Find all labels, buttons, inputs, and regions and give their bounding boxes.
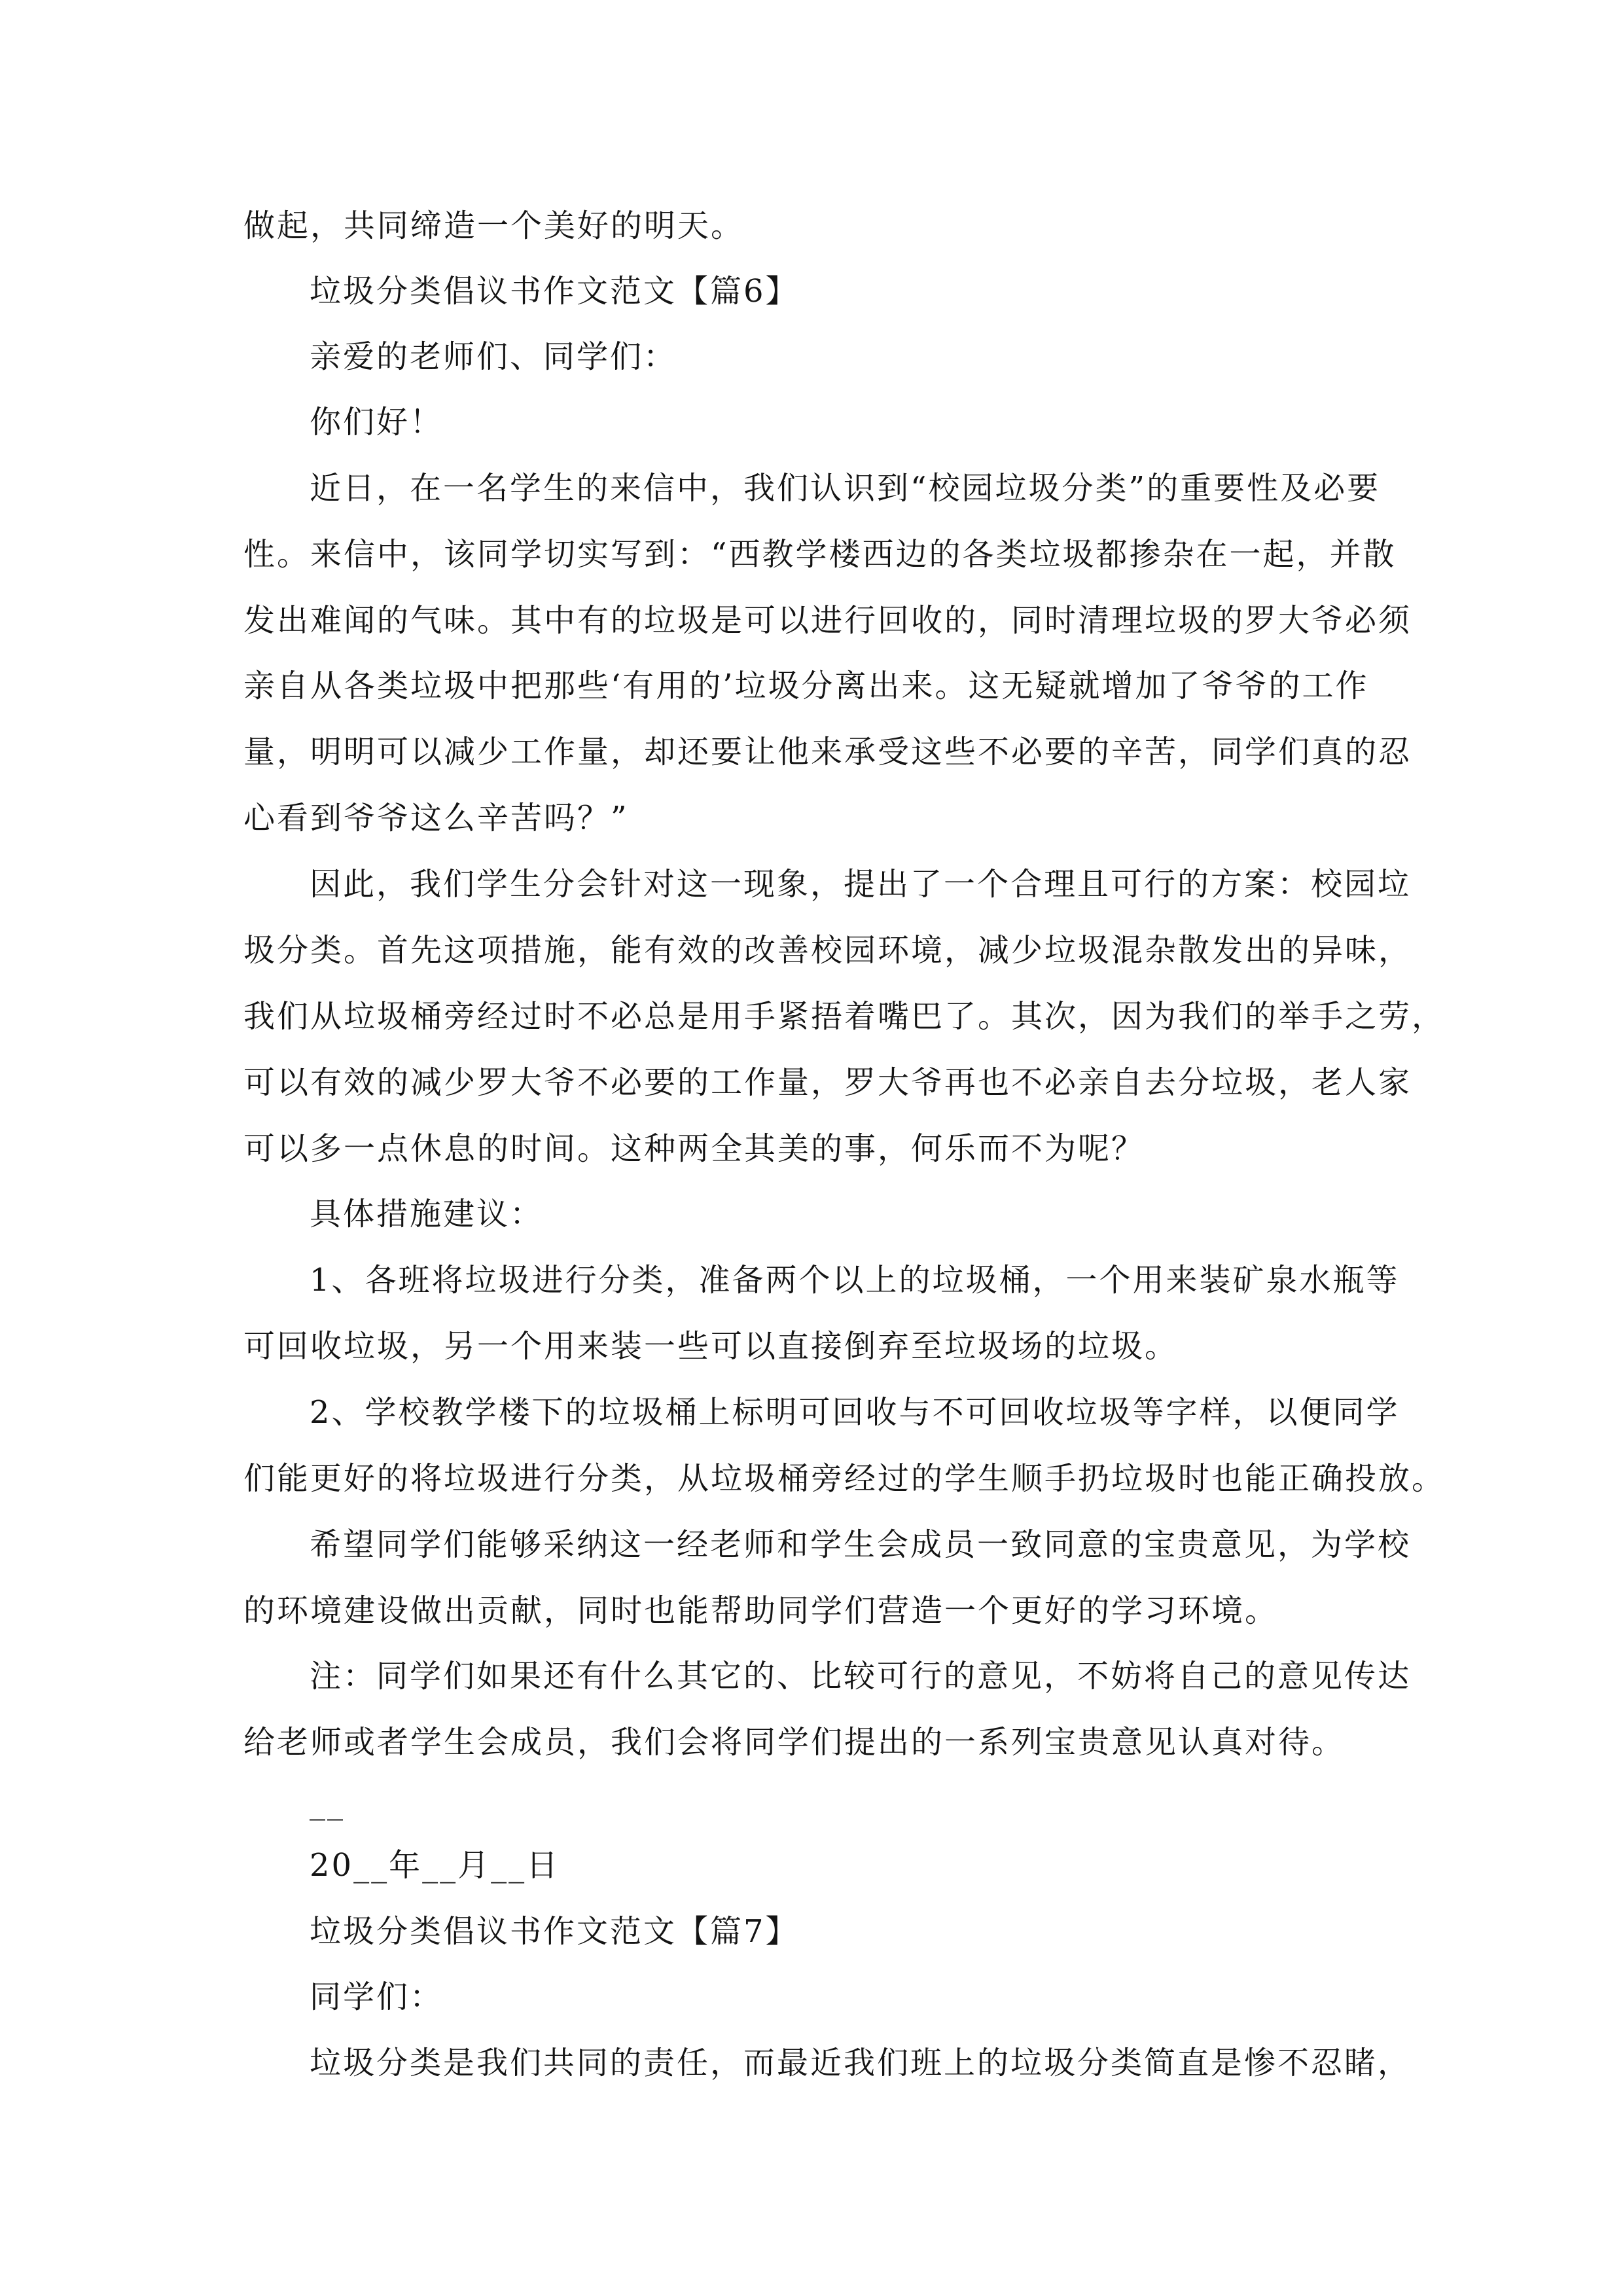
body-text-line: 希望同学们能够采纳这一经老师和学生会成员一致同意的宝贵意见，为学校 — [310, 1526, 1412, 1563]
list-item-continuation: 可回收垃圾，另一个用来装一些可以直接倒弃至垃圾场的垃圾。 — [243, 1328, 1179, 1365]
article-heading: 垃圾分类倡议书作文范文【篇7】 — [310, 1913, 799, 1950]
article-heading: 垃圾分类倡议书作文范文【篇6】 — [310, 273, 799, 310]
greeting: 你们好！ — [310, 404, 444, 440]
body-text-line: 性。来信中，该同学切实写到：“西教学楼西边的各类垃圾都掺杂在一起，并散 — [243, 536, 1397, 573]
body-text-line: 可以有效的减少罗大爷不必要的工作量，罗大爷再也不必亲自去分垃圾，老人家 — [243, 1064, 1412, 1101]
body-text-line: 的环境建设做出贡献，同时也能帮助同学们营造一个更好的学习环境。 — [243, 1592, 1279, 1629]
date-line: 20__年__月__日 — [310, 1847, 560, 1884]
body-text-line: 可以多一点休息的时间。这种两全其美的事，何乐而不为呢？ — [243, 1130, 1145, 1167]
note-line: 给老师或者学生会成员，我们会将同学们提出的一系列宝贵意见认真对待。 — [243, 1724, 1346, 1761]
body-text-line: 量，明明可以减少工作量，却还要让他来承受这些不必要的辛苦，同学们真的忍 — [243, 734, 1412, 770]
list-item: 2、学校教学楼下的垃圾桶上标明可回收与不可回收垃圾等字样，以便同学 — [310, 1394, 1400, 1431]
body-text-line: 因此，我们学生分会针对这一现象，提出了一个合理且可行的方案：校园垃 — [310, 866, 1412, 903]
signature-blank: __ — [310, 1784, 345, 1821]
body-text-line: 我们从垃圾桶旁经过时不必总是用手紧捂着嘴巴了。其次，因为我们的举手之劳， — [243, 998, 1446, 1035]
note-line: 注：同学们如果还有什么其它的、比较可行的意见，不妨将自己的意见传达 — [310, 1658, 1412, 1695]
section-label: 具体措施建议： — [310, 1196, 544, 1232]
salutation: 亲爱的老师们、同学们： — [310, 338, 677, 375]
body-text-line: 心看到爷爷这么辛苦吗？” — [243, 800, 629, 836]
body-text-line: 圾分类。首先这项措施，能有效的改善校园环境，减少垃圾混杂散发出的异味， — [243, 932, 1412, 969]
body-text-line: 做起，共同缔造一个美好的明天。 — [243, 207, 745, 244]
body-text-line: 垃圾分类是我们共同的责任，而最近我们班上的垃圾分类简直是惨不忍睹， — [310, 2045, 1412, 2081]
body-text-line: 近日，在一名学生的来信中，我们认识到“校园垃圾分类”的重要性及必要 — [310, 470, 1381, 507]
body-text-line: 亲自从各类垃圾中把那些‘有用的’垃圾分离出来。这无疑就增加了爷爷的工作 — [243, 668, 1369, 704]
list-item-continuation: 们能更好的将垃圾进行分类，从垃圾桶旁经过的学生顺手扔垃圾时也能正确投放。 — [243, 1460, 1446, 1497]
salutation: 同学们： — [310, 1979, 444, 2015]
list-item: 1、各班将垃圾进行分类，准备两个以上的垃圾桶，一个用来装矿泉水瓶等 — [310, 1262, 1400, 1299]
body-text-line: 发出难闻的气味。其中有的垃圾是可以进行回收的，同时清理垃圾的罗大爷必须 — [243, 602, 1412, 639]
